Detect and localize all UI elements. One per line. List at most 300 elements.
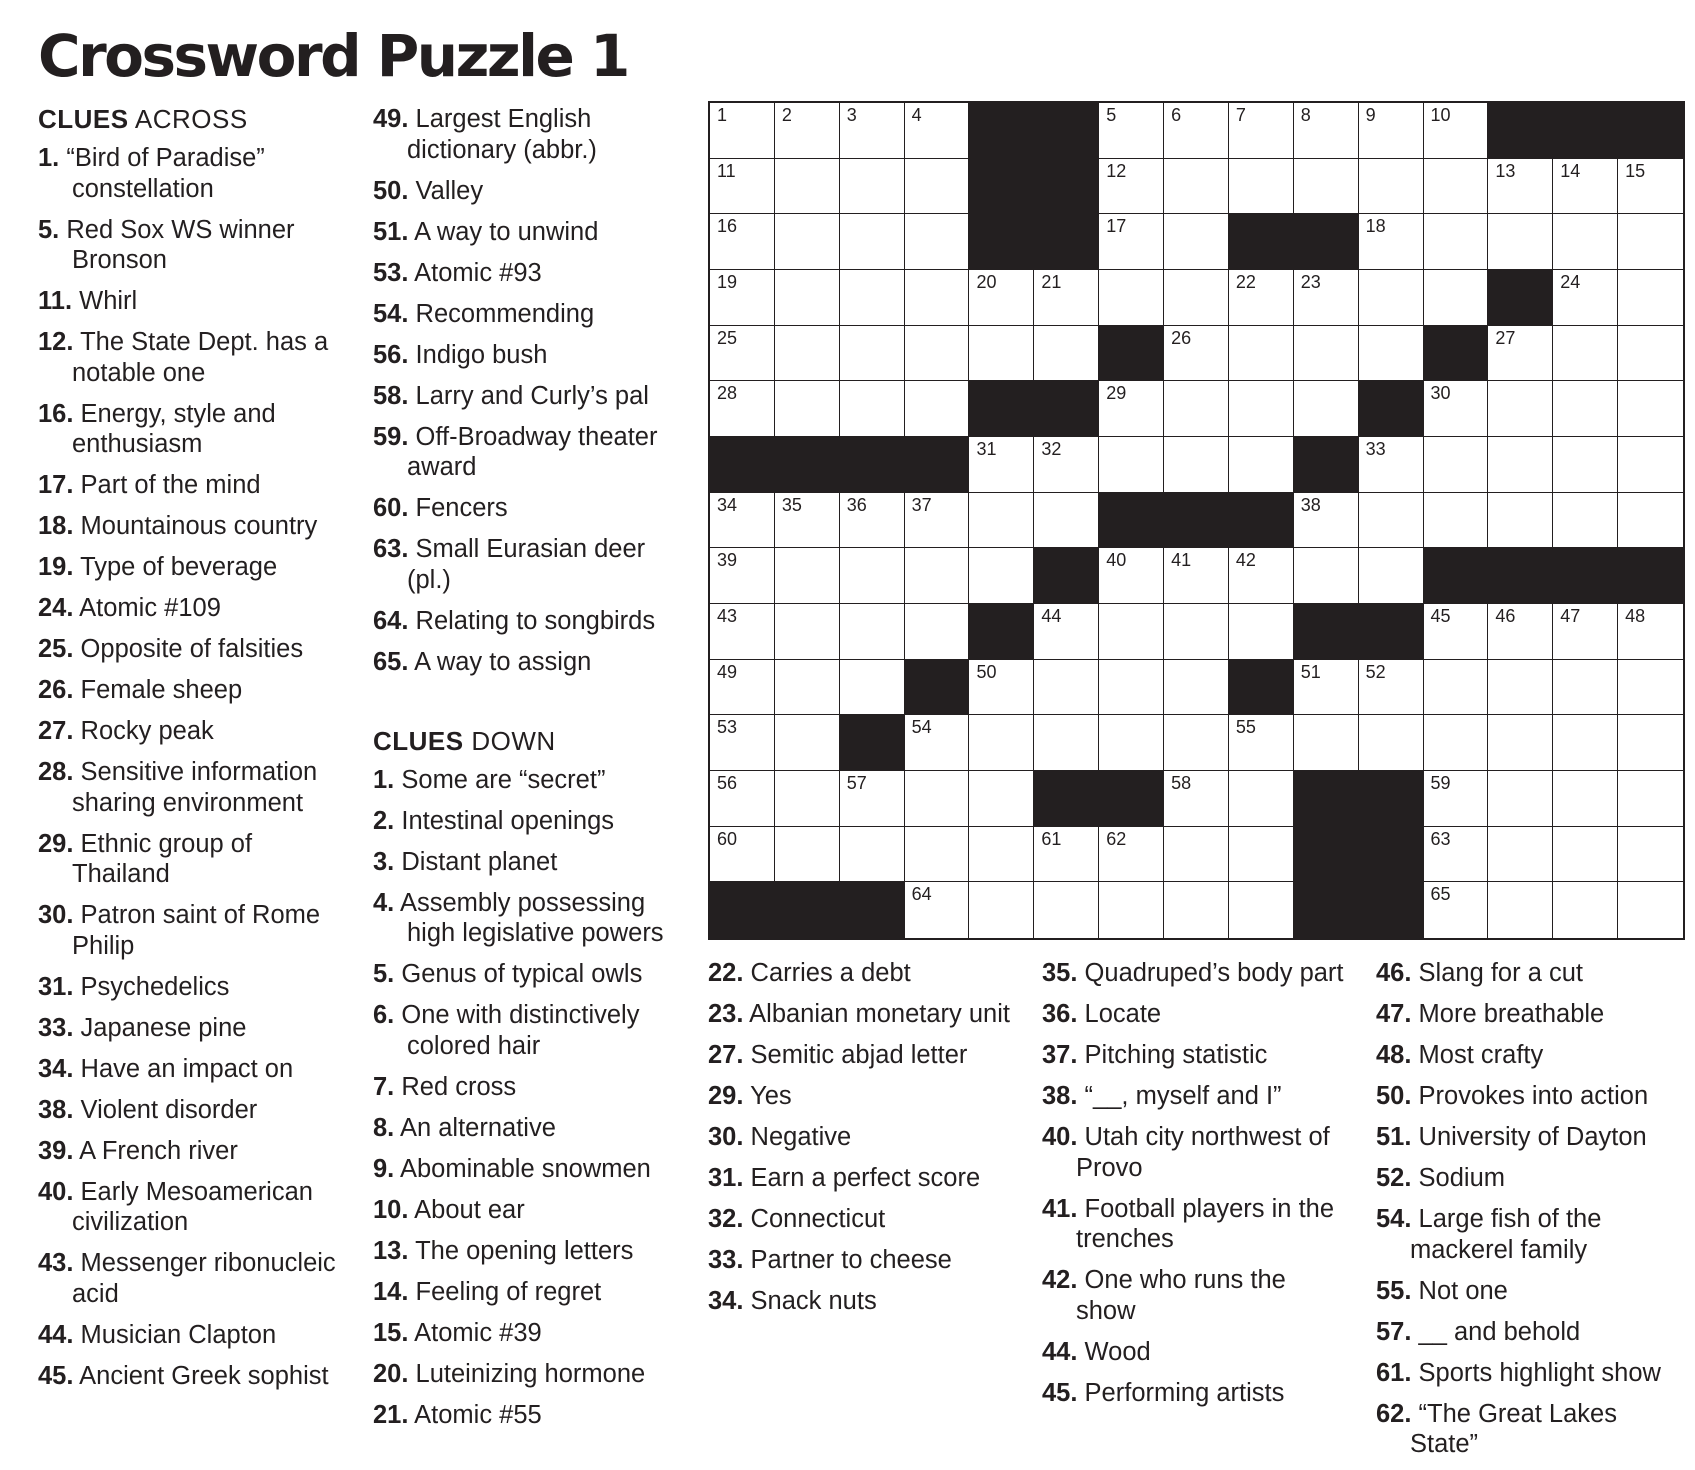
grid-cell[interactable]	[1488, 493, 1553, 549]
grid-cell[interactable]	[1488, 381, 1553, 437]
grid-cell[interactable]	[1424, 771, 1489, 827]
grid-cell[interactable]	[1229, 882, 1294, 938]
grid-cell[interactable]	[1553, 270, 1618, 326]
grid-cell[interactable]	[710, 827, 775, 883]
grid-cell[interactable]	[840, 381, 905, 437]
grid-cell[interactable]	[1294, 270, 1359, 326]
grid-cell[interactable]	[840, 771, 905, 827]
grid-cell[interactable]	[840, 214, 905, 270]
clue-text: A way to assign	[414, 647, 592, 676]
black-square	[840, 437, 905, 493]
grid-cell[interactable]	[840, 326, 905, 382]
grid-cell[interactable]	[1034, 493, 1099, 549]
clue-number: 61.	[1376, 1358, 1412, 1387]
grid-cell[interactable]	[1229, 827, 1294, 883]
grid-cell[interactable]	[710, 103, 775, 159]
grid-cell[interactable]	[969, 771, 1034, 827]
grid-cell[interactable]	[1229, 715, 1294, 771]
grid-cell[interactable]	[905, 493, 970, 549]
grid-cell[interactable]	[1164, 660, 1229, 716]
clue-number: 29.	[38, 829, 74, 858]
clue-across	[38, 1136, 350, 1167]
grid-cell[interactable]	[1553, 604, 1618, 660]
grid-cell[interactable]	[1553, 437, 1618, 493]
grid-cell[interactable]	[1618, 604, 1683, 660]
clue-text: Largest English dictionary (abbr.)	[407, 105, 597, 164]
clue-number: 29.	[708, 1082, 744, 1110]
grid-cell[interactable]	[905, 604, 970, 660]
cell-number: 65	[1430, 884, 1451, 905]
clue-number: 45.	[1042, 1378, 1078, 1407]
black-square	[1424, 548, 1489, 604]
clue-across	[38, 552, 350, 583]
cell-number: 49	[717, 661, 738, 682]
grid-cell[interactable]	[1034, 437, 1099, 493]
across-heading-rest: ACROSS	[128, 104, 248, 134]
grid-cell[interactable]	[905, 548, 970, 604]
black-square	[1359, 771, 1424, 827]
clue-text: Distant planet	[401, 847, 558, 876]
grid-cell[interactable]	[969, 660, 1034, 716]
clue-across	[373, 534, 693, 595]
clue-number: 59.	[373, 422, 409, 451]
grid-cell[interactable]	[1034, 827, 1099, 883]
clue-number: 44.	[1042, 1337, 1078, 1366]
clue-text: Carries a debt	[750, 959, 911, 987]
grid-cell[interactable]	[1424, 660, 1489, 716]
clue-across	[373, 340, 693, 371]
grid-cell[interactable]	[1034, 660, 1099, 716]
grid-cell[interactable]	[1099, 660, 1164, 716]
grid-cell[interactable]	[1294, 381, 1359, 437]
clue-text: Abominable snowmen	[399, 1154, 651, 1183]
clue-number: 56.	[373, 340, 409, 369]
grid-cell[interactable]	[840, 548, 905, 604]
grid-cell[interactable]	[1229, 103, 1294, 159]
grid-cell[interactable]	[1099, 882, 1164, 938]
grid-cell[interactable]	[1164, 604, 1229, 660]
grid-cell[interactable]	[710, 270, 775, 326]
grid-cell[interactable]	[1099, 270, 1164, 326]
grid-cell[interactable]	[1164, 159, 1229, 215]
grid-cell[interactable]	[1294, 715, 1359, 771]
grid-cell[interactable]	[1099, 827, 1164, 883]
grid-cell[interactable]	[969, 270, 1034, 326]
grid-cell[interactable]	[1359, 437, 1424, 493]
grid-cell[interactable]	[1294, 326, 1359, 382]
black-square	[1359, 604, 1424, 660]
clue-text: Semitic abjad letter	[750, 1041, 968, 1069]
grid-cell[interactable]	[710, 771, 775, 827]
grid-cell[interactable]	[1424, 882, 1489, 938]
cell-number: 32	[1041, 439, 1062, 459]
cell-number: 38	[1300, 494, 1321, 515]
clue-down	[1042, 1265, 1347, 1326]
grid-cell[interactable]	[775, 103, 840, 159]
grid-cell[interactable]	[1164, 771, 1229, 827]
cell-number: 61	[1041, 828, 1062, 849]
clue-number: 31.	[38, 972, 74, 1001]
grid-cell[interactable]	[1099, 604, 1164, 660]
clue-text: About ear	[414, 1195, 525, 1224]
grid-cell[interactable]	[905, 882, 970, 938]
clue-text: Snack nuts	[750, 1287, 877, 1315]
clue-text: Atomic #93	[414, 258, 542, 287]
grid-cell[interactable]	[1294, 548, 1359, 604]
grid-cell[interactable]	[1164, 548, 1229, 604]
clue-text: Part of the mind	[80, 471, 261, 499]
clue-text: Albanian monetary unit	[749, 1000, 1010, 1028]
cell-number: 19	[717, 272, 738, 292]
clue-text: Energy, style and enthusiasm	[72, 399, 276, 458]
clue-text: Recommending	[415, 299, 595, 328]
grid-cell[interactable]	[840, 270, 905, 326]
clue-text: Larry and Curly’s pal	[415, 381, 649, 410]
grid-cell[interactable]	[1618, 771, 1683, 827]
grid-cell[interactable]	[710, 660, 775, 716]
clue-across	[373, 647, 693, 678]
grid-cell[interactable]	[905, 270, 970, 326]
clue-number: 24.	[38, 594, 74, 622]
cell-number: 20	[976, 272, 997, 292]
grid-cell[interactable]	[1099, 381, 1164, 437]
grid-cell[interactable]	[710, 159, 775, 215]
grid-cell[interactable]	[1618, 381, 1683, 437]
grid-cell[interactable]	[710, 214, 775, 270]
grid-cell[interactable]	[905, 103, 970, 159]
grid-cell[interactable]	[840, 660, 905, 716]
grid-cell[interactable]	[1488, 437, 1553, 493]
clue-text: “The Great Lakes State”	[1410, 1399, 1617, 1458]
clue-down	[708, 1040, 1018, 1071]
grid-cell[interactable]	[775, 771, 840, 827]
black-square	[1294, 437, 1359, 493]
grid-cell[interactable]	[1099, 159, 1164, 215]
grid-cell[interactable]	[775, 159, 840, 215]
grid-cell[interactable]	[969, 493, 1034, 549]
grid-cell[interactable]	[1488, 326, 1553, 382]
clue-number: 7.	[373, 1072, 395, 1101]
clue-across	[38, 1361, 350, 1392]
grid-cell[interactable]	[1164, 437, 1229, 493]
grid-cell[interactable]	[905, 159, 970, 215]
cell-number: 51	[1300, 661, 1321, 682]
grid-cell[interactable]	[1553, 660, 1618, 716]
cell-number: 36	[846, 494, 867, 515]
cell-number: 59	[1430, 773, 1451, 793]
grid-cell[interactable]	[1618, 437, 1683, 493]
clue-text: Fencers	[415, 494, 508, 522]
grid-cell[interactable]	[905, 326, 970, 382]
black-square	[1359, 381, 1424, 437]
grid-cell[interactable]	[1034, 270, 1099, 326]
grid-cell[interactable]	[969, 326, 1034, 382]
cell-number: 41	[1171, 550, 1192, 571]
grid-cell[interactable]	[1553, 159, 1618, 215]
grid-cell[interactable]	[1618, 882, 1683, 938]
clue-number: 48.	[1376, 1041, 1412, 1069]
grid-cell[interactable]	[1229, 548, 1294, 604]
clue-number: 46.	[1376, 959, 1412, 987]
cell-number: 52	[1365, 661, 1386, 682]
grid-cell[interactable]	[710, 326, 775, 382]
black-square	[1034, 103, 1099, 159]
grid-cell[interactable]	[1359, 159, 1424, 215]
black-square	[905, 660, 970, 716]
grid-cell[interactable]	[840, 604, 905, 660]
grid-cell[interactable]	[1164, 326, 1229, 382]
clue-across	[38, 470, 350, 501]
cell-number: 1	[717, 105, 728, 125]
grid-cell[interactable]	[840, 103, 905, 159]
grid-cell[interactable]	[1488, 771, 1553, 827]
clue-across	[373, 299, 693, 330]
clue-down	[708, 1163, 1018, 1194]
grid-cell[interactable]	[1359, 548, 1424, 604]
grid-cell[interactable]	[905, 771, 970, 827]
grid-cell[interactable]	[710, 604, 775, 660]
clue-across	[373, 381, 693, 412]
grid-cell[interactable]	[905, 214, 970, 270]
grid-cell[interactable]	[1424, 827, 1489, 883]
grid-cell[interactable]	[905, 715, 970, 771]
cell-number: 56	[717, 773, 738, 793]
grid-cell[interactable]	[775, 827, 840, 883]
cell-number: 55	[1235, 717, 1256, 738]
grid-cell[interactable]	[1099, 214, 1164, 270]
grid-cell[interactable]	[840, 159, 905, 215]
grid-cell[interactable]	[1229, 270, 1294, 326]
clue-number: 14.	[373, 1277, 409, 1306]
down-heading-bold: CLUES	[373, 725, 464, 756]
clue-across	[38, 716, 350, 747]
clue-text: Type of beverage	[80, 553, 278, 581]
grid-cell[interactable]	[905, 827, 970, 883]
grid-cell[interactable]	[1618, 715, 1683, 771]
grid-cell[interactable]	[969, 715, 1034, 771]
grid-cell[interactable]	[1034, 715, 1099, 771]
clue-number: 50.	[1376, 1082, 1412, 1110]
grid-cell[interactable]	[1229, 771, 1294, 827]
grid-cell[interactable]	[1553, 381, 1618, 437]
clue-across	[38, 757, 350, 818]
down-heading-rest: DOWN	[463, 725, 556, 756]
grid-cell[interactable]	[1553, 493, 1618, 549]
grid-cell[interactable]	[775, 660, 840, 716]
grid-cell[interactable]	[1359, 103, 1424, 159]
grid-cell[interactable]	[840, 827, 905, 883]
grid-cell[interactable]	[1424, 604, 1489, 660]
clue-number: 27.	[708, 1041, 744, 1069]
clue-number: 43.	[38, 1249, 74, 1277]
grid-cell[interactable]	[710, 381, 775, 437]
grid-cell[interactable]	[1553, 715, 1618, 771]
cell-number: 58	[1171, 773, 1192, 793]
grid-cell[interactable]	[1034, 882, 1099, 938]
grid-cell[interactable]	[1099, 437, 1164, 493]
clue-text: One who runs the show	[1076, 1266, 1286, 1325]
grid-cell[interactable]	[1164, 214, 1229, 270]
grid-cell[interactable]	[1424, 214, 1489, 270]
black-square	[1099, 771, 1164, 827]
grid-cell[interactable]	[1164, 882, 1229, 938]
grid-cell[interactable]	[1099, 548, 1164, 604]
grid-cell[interactable]	[710, 493, 775, 549]
grid-cell[interactable]	[1359, 715, 1424, 771]
grid-cell[interactable]	[1229, 437, 1294, 493]
clue-text: Opposite of falsities	[80, 635, 304, 663]
grid-cell[interactable]	[1618, 214, 1683, 270]
cell-number: 22	[1235, 272, 1256, 292]
grid-cell[interactable]	[1359, 493, 1424, 549]
grid-cell[interactable]	[1294, 493, 1359, 549]
cell-number: 44	[1041, 606, 1062, 626]
clue-text: One with distinctively colored hair	[401, 1001, 640, 1060]
grid-cell[interactable]	[1488, 214, 1553, 270]
grid-cell[interactable]	[1424, 493, 1489, 549]
grid-cell[interactable]	[1488, 827, 1553, 883]
grid-cell[interactable]	[1359, 214, 1424, 270]
cell-number: 23	[1300, 272, 1321, 292]
black-square	[775, 882, 840, 938]
black-square	[1034, 771, 1099, 827]
clue-text: Small Eurasian deer (pl.)	[407, 535, 646, 594]
grid-cell[interactable]	[1164, 381, 1229, 437]
grid-cell[interactable]	[775, 381, 840, 437]
grid-cell[interactable]	[1164, 827, 1229, 883]
clue-text: Earn a perfect score	[750, 1164, 981, 1192]
grid-cell[interactable]	[969, 437, 1034, 493]
grid-cell[interactable]	[1488, 604, 1553, 660]
grid-cell[interactable]	[1424, 715, 1489, 771]
black-square	[1424, 326, 1489, 382]
grid-cell[interactable]	[1618, 493, 1683, 549]
clue-across	[38, 511, 350, 542]
grid-cell[interactable]	[1294, 159, 1359, 215]
cell-number: 31	[976, 439, 997, 459]
grid-cell[interactable]	[1294, 660, 1359, 716]
grid-cell[interactable]	[1553, 214, 1618, 270]
clue-text: Japanese pine	[80, 1013, 247, 1042]
grid-cell[interactable]	[775, 493, 840, 549]
grid-cell[interactable]	[1359, 270, 1424, 326]
clue-text: Whirl	[79, 287, 138, 315]
grid-cell[interactable]	[710, 715, 775, 771]
grid-cell[interactable]	[1488, 882, 1553, 938]
grid-cell[interactable]	[1553, 882, 1618, 938]
black-square	[1294, 882, 1359, 938]
clue-number: 22.	[708, 959, 744, 987]
clue-number: 38.	[38, 1095, 74, 1124]
clue-down	[708, 1204, 1018, 1235]
black-square	[1034, 548, 1099, 604]
clue-number: 15.	[373, 1318, 409, 1347]
clue-text: More breathable	[1418, 1000, 1605, 1028]
grid-cell[interactable]	[775, 270, 840, 326]
clue-across	[38, 1013, 350, 1044]
clue-number: 33.	[38, 1013, 74, 1042]
black-square	[1488, 103, 1553, 159]
clue-text: Violent disorder	[80, 1095, 258, 1124]
grid-cell[interactable]	[1229, 326, 1294, 382]
grid-cell[interactable]	[1034, 326, 1099, 382]
grid-cell[interactable]	[710, 548, 775, 604]
grid-cell[interactable]	[1553, 326, 1618, 382]
grid-cell[interactable]	[1099, 715, 1164, 771]
grid-cell[interactable]	[1553, 771, 1618, 827]
grid-cell[interactable]	[1424, 437, 1489, 493]
grid-cell[interactable]	[775, 326, 840, 382]
grid-cell[interactable]	[1618, 326, 1683, 382]
clue-down	[708, 1286, 1018, 1317]
clue-number: 20.	[373, 1359, 409, 1388]
clue-across	[38, 143, 350, 204]
clue-down	[373, 765, 693, 796]
clue-text: Connecticut	[750, 1205, 886, 1233]
grid-cell[interactable]	[969, 882, 1034, 938]
grid-cell[interactable]	[969, 827, 1034, 883]
grid-cell[interactable]	[1488, 660, 1553, 716]
black-square	[969, 103, 1034, 159]
clue-text: Negative	[750, 1123, 852, 1151]
clue-down	[708, 958, 1018, 989]
grid-cell[interactable]	[775, 715, 840, 771]
grid-cell[interactable]	[905, 381, 970, 437]
clue-down	[373, 1072, 693, 1103]
grid-cell[interactable]	[1553, 827, 1618, 883]
cell-number: 24	[1560, 272, 1581, 292]
clue-number: 19.	[38, 553, 74, 581]
grid-cell[interactable]	[1488, 159, 1553, 215]
clue-text: Intestinal openings	[401, 806, 615, 835]
grid-cell[interactable]	[1164, 715, 1229, 771]
grid-cell[interactable]	[1034, 604, 1099, 660]
clue-across	[373, 606, 693, 637]
grid-cell[interactable]	[1229, 159, 1294, 215]
grid-cell[interactable]	[1359, 326, 1424, 382]
grid-cell[interactable]	[775, 548, 840, 604]
grid-cell[interactable]	[1294, 103, 1359, 159]
grid-cell[interactable]	[1618, 660, 1683, 716]
grid-cell[interactable]	[1618, 827, 1683, 883]
grid-cell[interactable]	[1424, 159, 1489, 215]
clue-text: Female sheep	[80, 676, 243, 704]
grid-cell[interactable]	[1488, 715, 1553, 771]
grid-cell[interactable]	[1359, 660, 1424, 716]
grid-cell[interactable]	[1618, 270, 1683, 326]
grid-cell[interactable]	[1618, 159, 1683, 215]
black-square	[1229, 493, 1294, 549]
grid-cell[interactable]	[1229, 604, 1294, 660]
grid-cell[interactable]	[1424, 381, 1489, 437]
grid-cell[interactable]	[1099, 103, 1164, 159]
grid-cell[interactable]	[1164, 103, 1229, 159]
clue-number: 5.	[373, 960, 395, 988]
grid-cell[interactable]	[1229, 381, 1294, 437]
grid-cell[interactable]	[775, 604, 840, 660]
grid-cell[interactable]	[775, 214, 840, 270]
grid-cell[interactable]	[1424, 103, 1489, 159]
grid-cell[interactable]	[840, 493, 905, 549]
clue-number: 45.	[38, 1361, 74, 1390]
grid-cell[interactable]	[1164, 270, 1229, 326]
grid-cell[interactable]	[1424, 270, 1489, 326]
cell-number: 62	[1106, 828, 1127, 849]
cell-number: 4	[911, 105, 922, 125]
grid-cell[interactable]	[969, 548, 1034, 604]
clue-text: Indigo bush	[415, 340, 548, 369]
clue-number: 33.	[708, 1246, 744, 1274]
